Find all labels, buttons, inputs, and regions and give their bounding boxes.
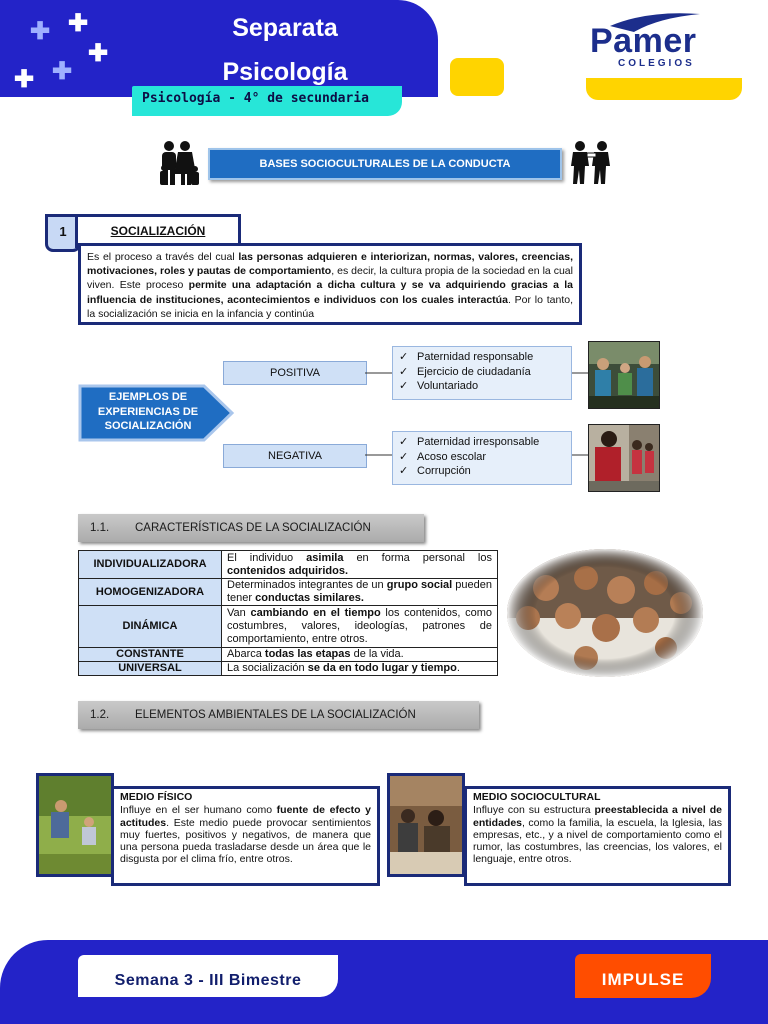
main-section-title: BASES SOCIOCULTURALES DE LA CONDUCTA — [208, 148, 562, 180]
section-number: 1.1. — [90, 522, 110, 534]
list-item: ✓ Paternidad irresponsable — [399, 436, 540, 448]
table-row — [79, 606, 498, 648]
table-row — [79, 551, 498, 579]
table-key: INDIVIDUALIZADORA — [79, 551, 222, 579]
table-row — [79, 662, 498, 676]
medio-fisico-photo — [36, 773, 114, 877]
medio-sociocultural-photo — [387, 773, 465, 877]
bullying-photo — [588, 424, 660, 492]
table-value: Determinados integrantes de un grupo social pueden tener conductas similares. — [222, 579, 498, 606]
subtitle: Psicología - 4° de secundaria — [142, 91, 369, 106]
impulse-badge: IMPULSE — [575, 954, 711, 998]
card-text: Influye con su estructura preestablecida a nivel de entidades, como la familia, la escuela, la Iglesia, las empresas, etc., y a nivel de comportamiento como el rumor, las costumbres, las creencias, los valores, el lenguaje, entre otros. — [473, 804, 723, 866]
plus-icon: ✚ — [30, 18, 51, 45]
section-title: ELEMENTOS AMBIENTALES DE LA SOCIALIZACIÓN — [135, 709, 416, 721]
card-text: Influye en el ser humano como fuente de efecto y actitudes. Este medio puede provocar sentimientos muy fuertes, positivos y negativos, de manera que una persona pueda trasladarse desde un área que le disgusta por el clima frío, entre otros. — [120, 804, 371, 866]
list-item: ✓ Paternidad responsable — [399, 351, 534, 363]
negative-label: NEGATIVA — [223, 444, 367, 468]
logo-name: Pamer — [590, 22, 697, 60]
plus-icon: ✚ — [14, 66, 35, 93]
list-item: ✓ Ejercicio de ciudadanía — [399, 365, 531, 378]
list-item: ✓ Corrupción — [399, 465, 471, 477]
section-1-1-header — [78, 514, 424, 542]
positive-label: POSITIVA — [223, 361, 367, 385]
checkmark-icon: ✓ — [399, 450, 409, 463]
page-title-line2: Psicología — [222, 58, 348, 86]
section-title: SOCIALIZACIÓN — [75, 214, 241, 248]
table-row — [79, 579, 498, 606]
week-label: Semana 3 - III Bimestre — [78, 955, 338, 997]
volunteer-photo — [588, 341, 660, 409]
table-key: HOMOGENIZADORA — [79, 579, 222, 606]
logo-subtitle: COLEGIOS — [618, 58, 695, 69]
checkmark-icon: ✓ — [399, 365, 409, 378]
section-number: 1 — [45, 214, 81, 252]
section-1-2-header — [78, 701, 479, 729]
card-title: MEDIO FÍSICO — [120, 791, 193, 803]
checkmark-icon: ✓ — [399, 351, 409, 363]
characteristics-table — [78, 550, 498, 676]
table-key: CONSTANTE — [79, 648, 222, 662]
table-value: Abarca todas las etapas de la vida. — [222, 648, 498, 662]
medio-fisico-card — [111, 786, 380, 886]
table-row — [79, 648, 498, 662]
list-item: ✓ Acoso escolar — [399, 450, 487, 463]
socializacion-definition: Es el proceso a través del cual las personas adquieren e interiorizan, normas, valores, creencias, motivaciones, roles y pautas de comportamiento, es decir, la cultura propia de la sociedad en la cual viven. Este proceso permite una adaptación a dicha cultura y se va adquiriendo gracias a la influencia de instituciones, acontecimientos e individuos con los cuales interactúa. Por lo tanto, la socialización se inicia en la infancia y continúa — [78, 243, 582, 325]
list-item: ✓ Voluntariado — [399, 380, 479, 392]
page-title-line1: Separata — [232, 14, 338, 42]
plus-icon: ✚ — [68, 10, 89, 37]
plus-icon: ✚ — [52, 58, 73, 85]
examples-label: EJEMPLOS DE EXPERIENCIAS DE SOCIALIZACIÓN — [97, 391, 199, 432]
table-key: DINÁMICA — [79, 606, 222, 648]
table-value: El individuo asimila en forma personal los contenidos adquiridos. — [222, 551, 498, 579]
medio-sociocultural-card — [464, 786, 731, 886]
card-title: MEDIO SOCIOCULTURAL — [473, 791, 601, 803]
children-group-photo — [506, 548, 704, 678]
section-number: 1.2. — [90, 709, 110, 721]
plus-icon: ✚ — [88, 40, 109, 67]
negative-list — [392, 431, 572, 485]
checkmark-icon: ✓ — [399, 436, 409, 448]
checkmark-icon: ✓ — [399, 380, 409, 392]
table-value: Van cambiando en el tiempo los contenidos, como costumbres, valores, ideologías, patrones de comportamiento, entre otros. — [222, 606, 498, 648]
table-value: La socialización se da en todo lugar y tiempo. — [222, 662, 498, 676]
positive-list — [392, 346, 572, 400]
section-title: CARACTERÍSTICAS DE LA SOCIALIZACIÓN — [135, 522, 371, 534]
checkmark-icon: ✓ — [399, 465, 409, 477]
table-key: UNIVERSAL — [79, 662, 222, 676]
